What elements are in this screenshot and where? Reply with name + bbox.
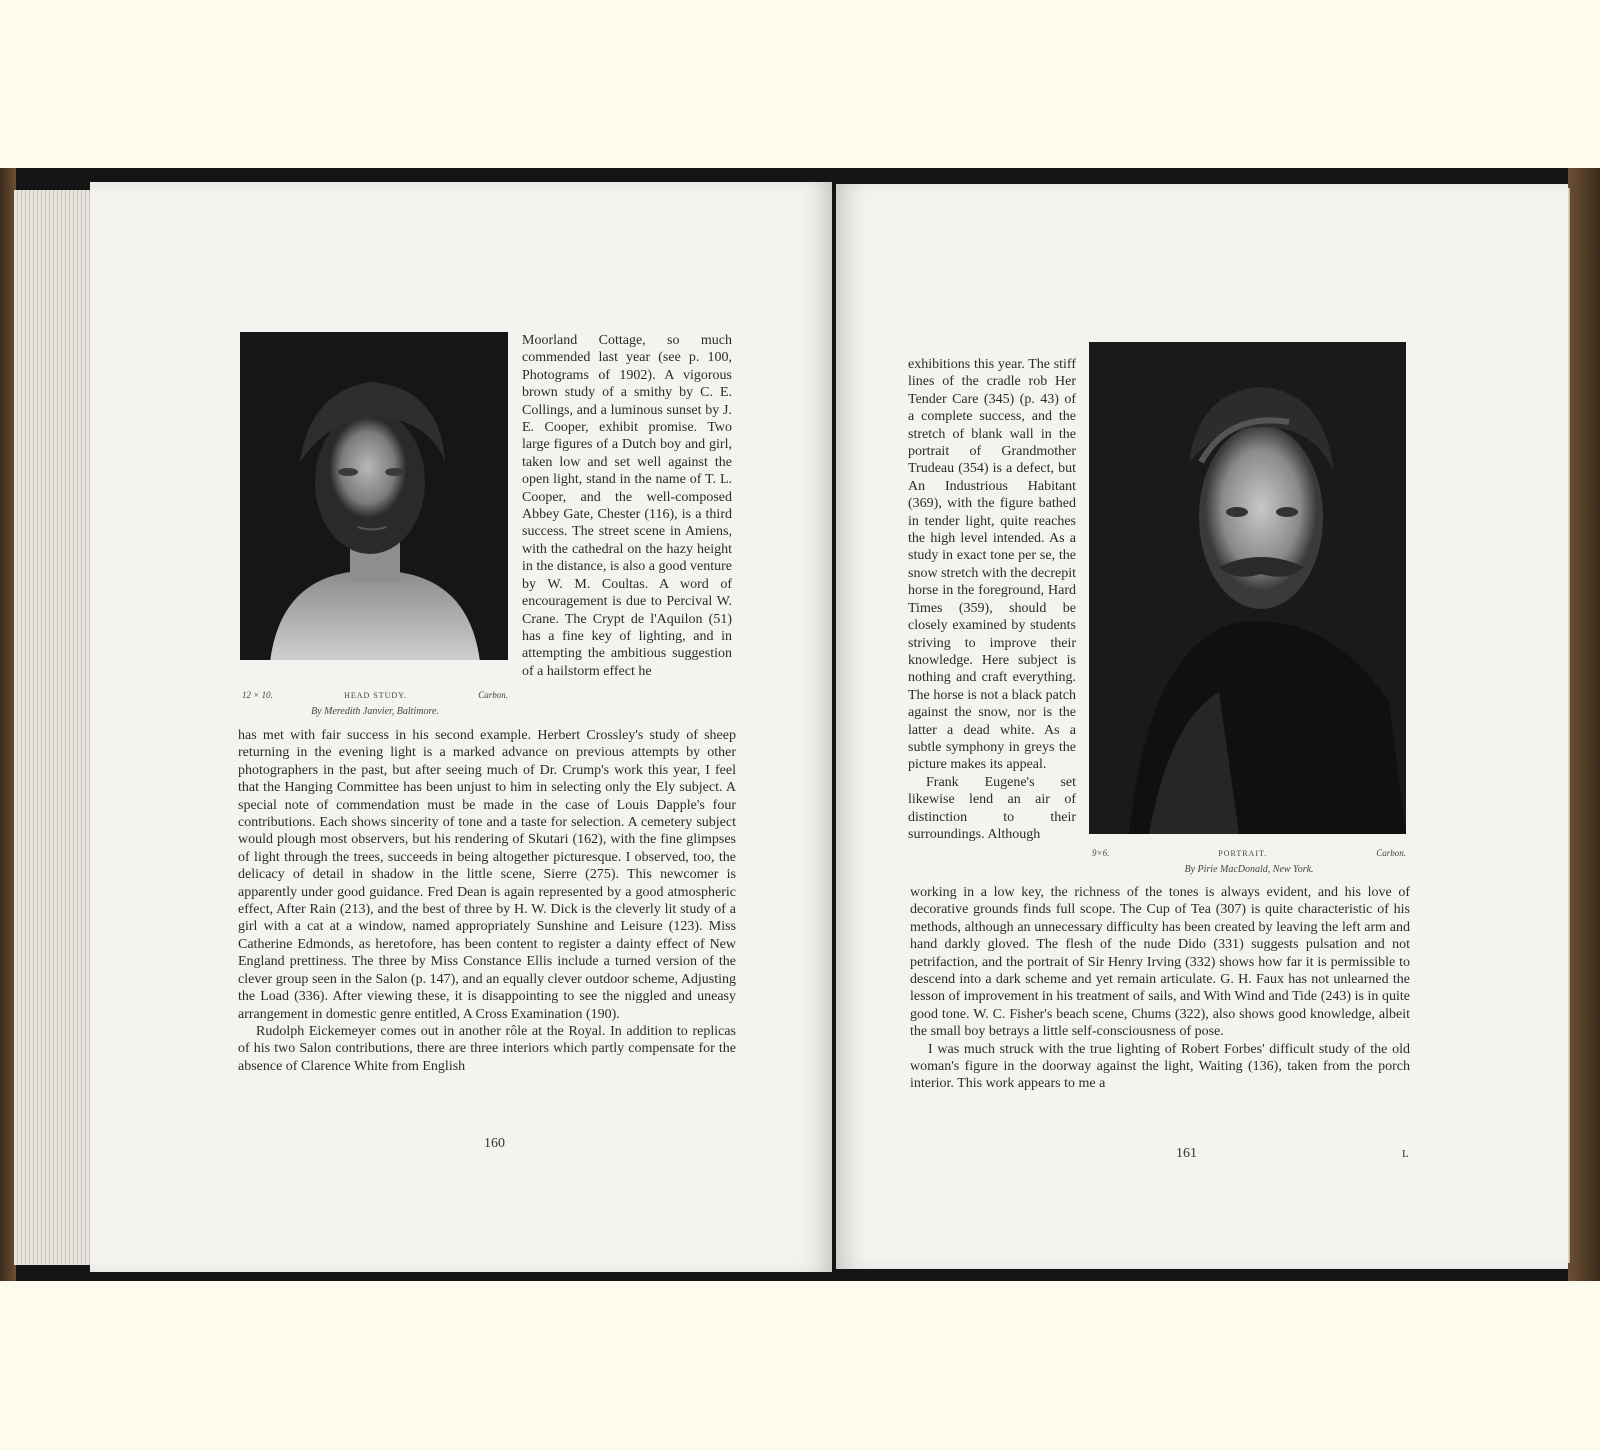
right-body-text: [910, 884, 1410, 1093]
paragraph: working in a low key, the richness of the tones is always evident, and his love of decorative grounds finds full scope. The Cup of Tea (307) is quite characteristic of his methods, although an unnecessary difficulty has been created by leaving the left arm and hand darkly gloved. The flesh of the nude Dido (331) suggests pulsation and not petrifaction, and the portrait of Sir Henry Irving (332) shows how far it is permissible to descend into a dark scheme and yet remain articulate. G. H. Faux has not unlearned the lesson of improvement in his treatment of sails, and With Wind and Tide (243) is in quite good tone. W. C. Fisher's beach scene, Chums (322), also shows good knowledge, albeit the small boy betrays a little self-consciousness of pose.: [910, 885, 1410, 1040]
figure-title: PORTRAIT.: [1218, 849, 1268, 858]
page-number: 160: [484, 1136, 505, 1151]
figure-process: Carbon.: [478, 690, 508, 700]
figure-size: 9×6.: [1092, 848, 1110, 858]
portrait-photo: [1089, 342, 1406, 834]
page-stack-left: [14, 190, 94, 1265]
right-figure-caption: [1092, 848, 1406, 858]
left-figure-caption: [242, 690, 508, 700]
figure-title: HEAD STUDY.: [344, 691, 407, 700]
right-wrap-text: [908, 356, 1076, 843]
left-wrap-text: [522, 332, 732, 680]
head-study-photo: [240, 332, 508, 660]
figure-size: 12 × 10.: [242, 690, 273, 700]
paragraph: has met with fair success in his second example. Herbert Crossley's study of sheep returning in the evening light is a marked advance on previous attempts by other photographers in the past, but after seeing much of Dr. Crump's work this year, I feel that the Hanging Committee has been unjust to him in selecting only the Ely subject. A special note of commendation must be made in the case of Louis Dapple's four contributions. Each shows sincerity of tone and a taste for selection. A cemetery subject would plough most observers, but his rendering of Skutari (162), with the fine glimpses of light through the trees, succeeds in being altogether picturesque. I observed, too, the delicacy of detail in shadow in the little scene, Sierre (275). This newcomer is apparently under good guidance. Fred Dean is again represented by a good atmospheric effect, After Rain (213), and the best of three by H. W. Dick is the cleverly lit study of a girl with a cat at a window, named appropriately Sunshine and Leisure (123). Miss Catherine Edmonds, as heretofore, has been content to register a dainty effect of New England prettiness. The three by Miss Constance Ellis include a turned version of the clever group seen in the Salon (p. 147), and an equally clever outdoor scheme, Adjusting the Load (336). After viewing these, it is disappointing to see the niggled and uneasy arrangement in domestic genre entitled, A Cross Examination (190).: [238, 728, 736, 1022]
left-page: [90, 182, 832, 1272]
paragraph: exhibitions this year. The stiff lines of the cradle rob Her Tender Care (345) (p. 43) of a complete success, and the stretch of blank wall in the portrait of Grandmother Trudeau (354) is a defect, but An Industrious Habitant (369), with the figure bathed in tender light, quite reaches the high level intended. As a study in exact tone per se, the snow stretch with the decrepit horse in the foreground, Hard Times (359), should be closely examined by students striving to improve their knowledge. Here subject is nothing and craft everything. The horse is not a black patch against the snow, nor is the latter a dead white. As a subtle symphony in greys the picture makes its appeal.: [908, 357, 1076, 773]
paragraph: Frank Eugene's set likewise lend an air of distinction to their surroundings. Although: [908, 774, 1076, 842]
right-page: [836, 184, 1568, 1269]
paragraph: Rudolph Eickemeyer comes out in another rôle at the Royal. In addition to replicas of his two Salon contributions, there are three interiors which partly compensate for the absence of Clarence White from English: [238, 1023, 736, 1074]
figure-process: Carbon.: [1376, 848, 1406, 858]
page-number: 161: [1176, 1146, 1197, 1161]
paragraph: I was much struck with the true lighting of Robert Forbes' difficult study of the old woman's figure in the doorway against the light, Waiting (136), taken from the porch interior. This work appears to me a: [910, 1041, 1410, 1092]
paragraph: Moorland Cottage, so much commended last year (see p. 100, Photograms of 1902). A vigorous brown study of a smithy by C. E. Collings, and a luminous sunset by J. E. Cooper, exhibit promise. Two large figures of a Dutch boy and girl, taken low and set well against the open light, stand in the name of T. L. Cooper, and the well-composed Abbey Gate, Chester (116), is a third success. The street scene in Amiens, with the cathedral on the hazy height in the distance, is also a good venture by W. M. Coultas. A word of encouragement is due to Percival W. Crane. The Crypt de l'Aquilon (51) has a fine key of lighting, and in attempting the ambitious suggestion of a hailstorm effect he: [522, 333, 732, 679]
open-book: [0, 168, 1600, 1281]
book-cover-right-edge: [1568, 168, 1600, 1281]
signature-mark: L: [1402, 1148, 1409, 1160]
left-body-text: [238, 727, 736, 1075]
figure-credit: By Meredith Janvier, Baltimore.: [311, 706, 439, 717]
figure-credit: By Pirie MacDonald, New York.: [1184, 864, 1314, 875]
